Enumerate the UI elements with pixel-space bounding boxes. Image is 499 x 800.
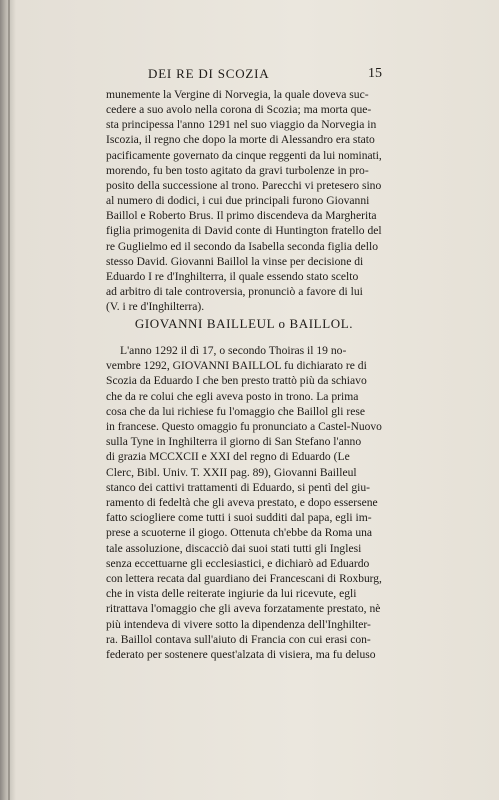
text-line: re Guglielmo ed il secondo da Isabella seconda figlia dello [106, 239, 379, 253]
text-line: vembre 1292, GIOVANNI BAILLOL fu dichiarato re di [106, 359, 367, 373]
paragraph-2 [106, 343, 382, 662]
text-line: prese a scuoterne il giogo. Ottenuta ch'ebbe da Roma una [106, 526, 373, 540]
page-header [106, 66, 382, 84]
text-line: L'anno 1292 il dì 17, o secondo Thoiras il 19 no- [120, 344, 347, 357]
text-line: Baillol e Roberto Brus. Il primo discendeva da Margherita [106, 209, 377, 223]
binding-gutter [8, 0, 10, 800]
text-line: federato per sostenere quest'alzata di visiera, ma fu deluso [106, 648, 376, 662]
text-line: Eduardo I re d'Inghilterra, il quale essendo stato scelto [106, 269, 359, 283]
text-line: pacificamente governato da cinque reggenti da lui nominati, [106, 148, 382, 162]
page-number: 15 [368, 66, 382, 81]
text-line: ritrattava l'omaggio che gli aveva forzatamente prestato, nè [106, 602, 381, 616]
text-line: di grazia MCCXCII e XXI del regno di Eduardo (Le [106, 450, 350, 464]
text-line: che in vista delle reiterate ingiurie da lui ricevute, egli [106, 587, 357, 601]
text-line: fatto sciogliere come tutti i suoi sudditi dal papa, egli im- [106, 511, 372, 525]
text-line: Scozia da Eduardo I che ben presto trattò più da schiavo [106, 374, 367, 388]
text-line: tale assoluzione, discacciò dai suoi stati tutti gli Inglesi [106, 541, 362, 555]
text-line: Iscozia, il regno che dopo la morte di Alessandro era stato [106, 133, 375, 147]
text-line: posito della successione al trono. Parecchi vi pretesero sino [106, 178, 382, 192]
running-head: DEI RE DI SCOZIA [148, 66, 270, 81]
section-title: GIOVANNI BAILLEUL o BAILLOL. [134, 316, 354, 331]
text-line: ad arbitro di tale controversia, pronunciò a favore di lui [106, 285, 363, 299]
text-line: morendo, fu ben tosto agitato da gravi turbolenze in pro- [106, 163, 369, 177]
text-line: sta principessa l'anno 1291 nel suo viaggio da Norvegia in [106, 118, 377, 132]
text-line: ramento di fedeltà che gli aveva prestato, e dopo essersene [106, 496, 378, 510]
text-line: figlia primogenita di David conte di Huntington fratello del [106, 224, 382, 238]
text-line: cosa che da lui richiese fu l'omaggio che Baillol gli rese [106, 404, 365, 418]
text-line: Clerc, Bibl. Univ. T. XXII pag. 89), Giovanni Bailleul [106, 465, 357, 479]
text-line: (V. i re d'Inghilterra). [106, 300, 205, 314]
text-line: cedere a suo avolo nella corona di Scozia; ma morta que- [106, 103, 372, 117]
text-line: più intendeva di vivere sotto la dipendenza dell'Inghilter- [106, 617, 371, 631]
text-line: munemente la Vergine di Norvegia, la quale doveva suc- [106, 88, 369, 101]
text-line: stesso David. Giovanni Baillol la vinse per decisione di [106, 254, 364, 268]
text-line: ra. Baillol contava sull'aiuto di Francia con cui erasi con- [106, 632, 371, 646]
text-line: stanco dei cattivi trattamenti di Eduardo, si pentì del giu- [106, 480, 371, 494]
text-line: senza eccettuarne gli ecclesiastici, e dichiarò ad Eduardo [106, 556, 370, 570]
text-line: in francese. Questo omaggio fu pronunciato a Castel-Nuovo [106, 420, 382, 434]
text-line: al numero di dodici, i cui due principali furono Giovanni [106, 194, 370, 208]
text-line: sulla Tyne in Inghilterra il giorno di San Stefano l'anno [106, 435, 362, 449]
text-line: che da re colui che egli aveva posto in trono. La prima [106, 389, 359, 403]
text-line: con lettera recata dal guardiano dei Francescani di Roxburg, [106, 572, 382, 586]
paragraph-1 [106, 87, 382, 314]
